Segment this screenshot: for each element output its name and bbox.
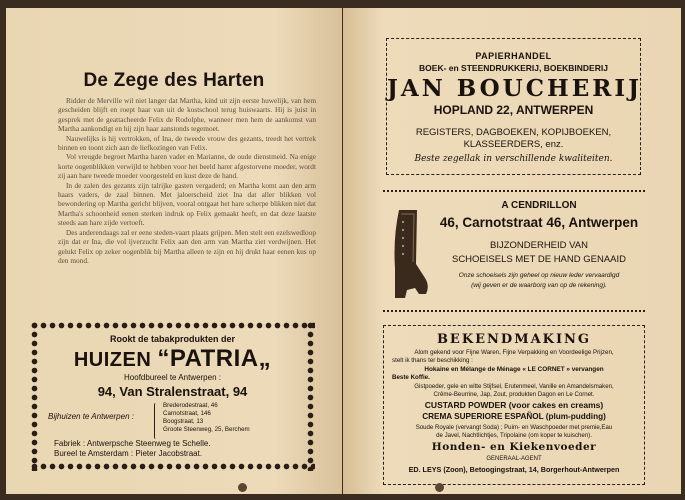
patria-branch: Boogstraat, 13 xyxy=(163,418,204,425)
bekendmaking-intro: stelt ik thans ter beschikking : xyxy=(392,357,473,364)
bekendmaking-soude: de Javel, Nachtlichtjes, Tripolaine (om koper te kuischen). xyxy=(436,432,592,439)
patria-branches-label: Bijhuizen te Antwerpen : xyxy=(48,412,134,421)
staple-hole xyxy=(238,483,247,492)
boucherij-items: REGISTERS, DAGBOEKEN, KOPIJBOEKEN, xyxy=(415,127,612,138)
cendrillon-advertisement xyxy=(383,190,645,312)
patria-head-office: Hoofdbureel te Antwerpen : xyxy=(124,373,221,382)
bekendmaking-products: Crême-Beurrine, Jap, Zout, produkten Dagon en Le Cornet. xyxy=(433,391,595,398)
patria-branches xyxy=(163,402,250,434)
cendrillon-address: 46, Carnotstraat 46, Antwerpen xyxy=(439,215,639,230)
patria-amsterdam: Bureel te Amsterdam : Pieter Jacobstraat. xyxy=(54,449,203,458)
patria-brand xyxy=(30,345,315,373)
chain-border-top xyxy=(383,190,645,192)
boucherij-address: HOPLAND 22, ANTWERPEN xyxy=(433,103,594,117)
cendrillon-specialty: BIJZONDERHEID VAN xyxy=(489,240,588,251)
boucherij-slogan: Beste zegellak in verschillende kwaliteiten. xyxy=(414,154,613,164)
chain-border-bottom xyxy=(383,310,645,312)
story-paragraph: Nauwelijks is hij vertrokken, of Ina, de tweede vrouw des gezants, treedt het vertrek binnen en toont zich aan de liefkozingen van Felix. xyxy=(58,133,316,153)
right-page xyxy=(343,8,681,494)
bekendmaking-crema: CREMA SUPERIORE ESPAÑOL (plum-pudding) xyxy=(422,412,606,421)
boucherij-trade: PAPIERHANDEL xyxy=(475,51,552,61)
boucherij-services: BOEK- en STEENDRUKKERIJ, BOEKBINDERIJ xyxy=(419,63,608,73)
bekendmaking-heading: BEKENDMAKING xyxy=(436,332,592,347)
story-paragraph: Vol vreugde begroet Martha haren vader en Marianne, de oude dienstmeid. Na enige korte oogenblikken verwijld te hebben voor het beeld harer afgestorvene moeder, wordt zij aan hare tweede moeder voorgesteld en kust deze de hand. xyxy=(58,152,316,181)
patria-intro: Rookt de tabakprodukten der xyxy=(109,334,235,344)
bekendmaking-koffie: Beste Koffie. xyxy=(392,374,430,381)
dotted-border-bottom xyxy=(30,462,315,471)
left-page xyxy=(6,8,342,494)
cendrillon-specialty: SCHOEISELS MET DE HAND GENAAID xyxy=(451,254,627,265)
cendrillon-note: Onze schoeisels zijn geheel op nieuw leder vervaardigd xyxy=(458,272,620,279)
story-title: De Zege des Harten xyxy=(83,70,265,91)
dotted-border-top xyxy=(30,321,315,330)
patria-branch: Groote Steenweg, 25, Berchem xyxy=(163,426,250,433)
bekendmaking-custard: CUSTARD POWDER (voor cakes en creams) xyxy=(424,400,604,410)
bekendmaking-advertisement xyxy=(383,325,645,485)
bekendmaking-intro: Alom gekend voor Fijne Waren, Fijne Verpakking en Voordeelige Prijzen, xyxy=(414,349,614,356)
patria-factory: Fabriek : Antwerpsche Steenweg te Schelle. xyxy=(54,439,211,448)
patria-address: 94, Van Stralenstraat, 94 xyxy=(97,384,248,399)
staple-hole xyxy=(435,483,444,492)
boot-icon xyxy=(389,208,431,300)
bekendmaking-agent: GENERAAL-AGENT xyxy=(486,456,542,462)
patria-brand-prefix: HUIZEN xyxy=(73,349,152,371)
patria-brand-name: “PATRIA„ xyxy=(157,345,272,372)
story-text xyxy=(58,96,316,265)
boucherij-items: KLASSEERDERS, enz. xyxy=(463,139,564,150)
cendrillon-name: A CENDRILLON xyxy=(501,200,577,211)
bekendmaking-leys: ED. LEYS (Zoon), Betoogingstraat, 14, Borgerhout-Antwerpen xyxy=(408,465,620,474)
bekendmaking-soude: Soude Royale (vervangt Soda) ; Puim- en Waschpoeder met premie,Eau xyxy=(415,424,613,431)
story-paragraph: In de zalen des gezants zijn talrijke gasten vergaderd; en Martha komt aan den arm haars vaders, de zaal binnen. Met jaloerscheid ziet Ina dat aller blikken vol bewondering op Martha gericht blijven, vooral ontgaat het hare scherpe blikken niet dat Martha's schoonheid eenen sterken indruk op Felix gemaakt heeft, en dat deze laatste steeds aan hare zijde vertoeft. xyxy=(58,180,316,228)
story-paragraph: Ridder de Merville wil niet langer dat Martha, kind uit zijn eerste huwelijk, van hem gescheiden blijft en roept haar van uit de kostschool terug huiswaarts. Hij is juist in gesprek met de geattacheerde Felix de Rodolphe, wanneer men hem de aankomst van Martha aankondigt en hij zijn haar aanstonds tegemoet. xyxy=(58,96,316,134)
patria-advertisement xyxy=(30,321,315,471)
brace xyxy=(154,403,158,439)
story-paragraph: Des anderendaags zal er eene steden-vaart plaats grijpen. Men stelt een ezelswedloop zijn dat er Ina, die vol ijverzucht Felix aan den arm van Martha ziet verdwijnen. Het gelukt Felix op zeker oogenblik bij Martha alleen te zijn en hij drukt haar eenen kus op den mond. xyxy=(58,227,316,265)
boucherij-brand: JAN BOUCHERIJ xyxy=(387,75,643,102)
bekendmaking-cornet: Hokaine en Mélange de Ménage « LE CORNET » vervangen xyxy=(424,366,604,373)
boucherij-advertisement xyxy=(386,38,641,175)
patria-branch: Carnotstraat, 146 xyxy=(163,410,211,417)
bekendmaking-honden: Honden- en Kiekenvoeder xyxy=(431,441,597,453)
bekendmaking-products: Gistpoeder, gele en witte Stijfsel, Erutenmeel, Vanille en Amandelsmaken, xyxy=(414,383,614,390)
cendrillon-note: (wij geven er de waarborg van op de rekening). xyxy=(471,282,607,289)
patria-branch: Brederodestraat, 46 xyxy=(163,402,218,409)
